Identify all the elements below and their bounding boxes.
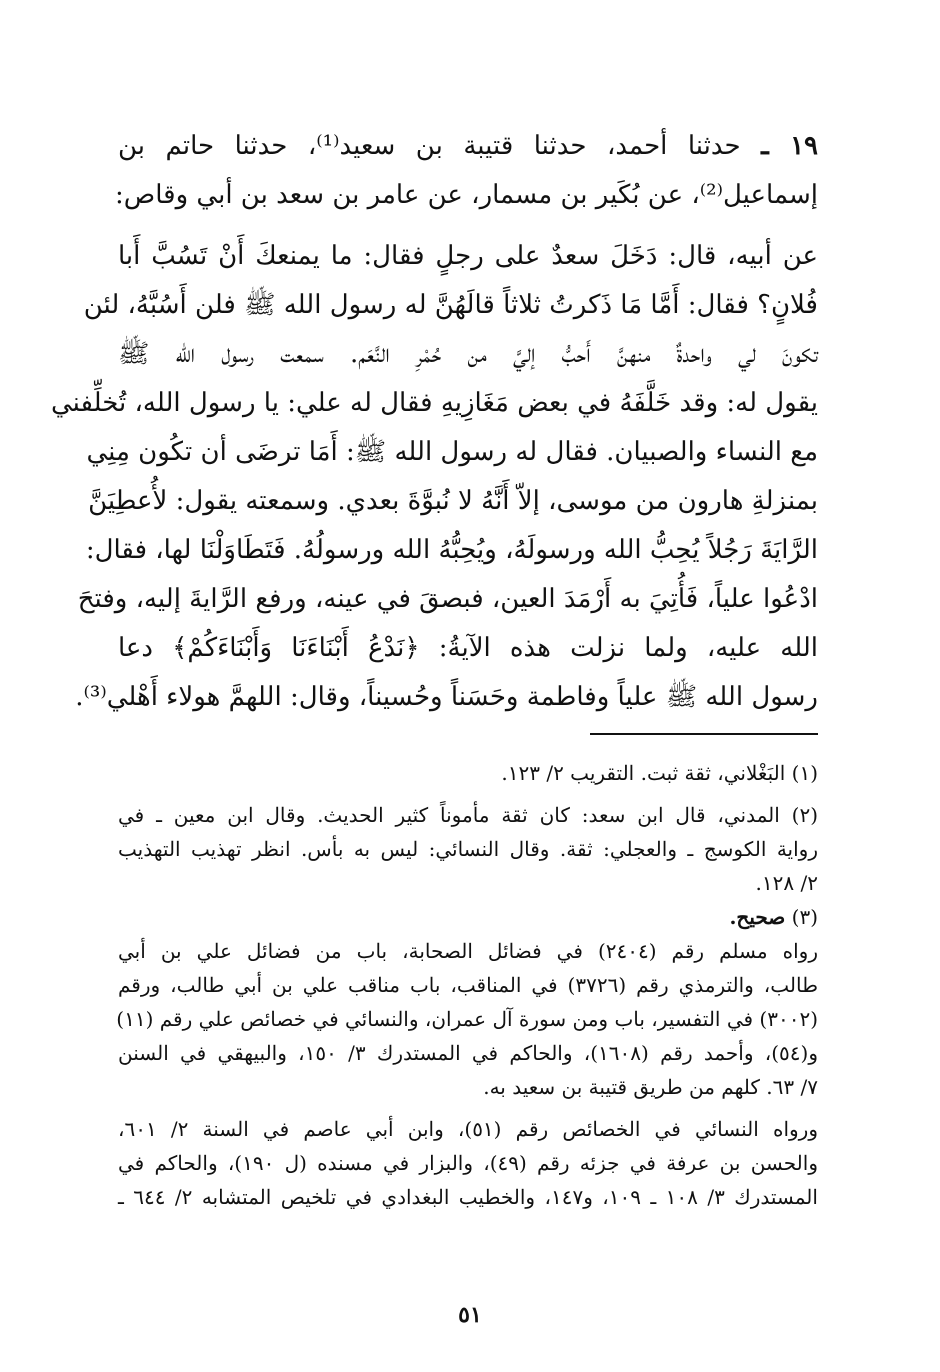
hadith-line: عن أبيه، قال: دَخَلَ سعدٌ على رجلٍ فقال: ما يمنعكَ أَنْ تَسُبَّ أَبا: [118, 241, 818, 271]
footnote-3-line: طالب، والترمذي رقم (٣٧٢٦) في المناقب، باب مناقب علي بن أبي طالب، ورقم: [118, 973, 818, 997]
hadith-line: يقول له: وقد خَلَّفَهُ في بعض مَغَازِيهِ فقال له علي: يا رسول الله، تُخلِّفني: [50, 388, 818, 418]
hadith-line: تكونَ لي واحدةٌ منهنَّ أَحبُّ إليَّ من حُمْرِ النَّعَم. سمعت رسول الله ﷺ: [118, 339, 818, 369]
hadith-line: مع النساء والصبيان. فقال له رسول الله ﷺ: أَمَا ترضَى أن تكُون مِنِي: [86, 437, 818, 467]
footnote-3-line: المستدرك ٣/ ١٠٨ ـ ١٠٩، و١٤٧، والخطيب البغدادي في تلخيص المتشابه ٢/ ٦٤٤ ـ: [118, 1185, 818, 1209]
footnote-3-line: (٣٠٠٢) في التفسير، باب ومن سورة آل عمران، والنسائي في خصائص علي رقم (١١): [116, 1007, 818, 1031]
hadith-text: [50, 122, 819, 722]
hadith-line: ادْعُوا علياً، فَأُتِيَ به أَرْمَدَ العين، فبصقَ في عينه، ورفع الرَّايةَ إليه، وفتحَ: [77, 584, 818, 614]
hadith-line: رسول الله ﷺ علياً وفاطمة وحَسَناً وحُسيناً، وقال: اللهمَّ هولاء أَهْلي⁽³⁾.: [75, 682, 818, 712]
footnote-3-grade: صحيح.: [729, 905, 786, 929]
footnote-3-line: ورواه النسائي في الخصائص رقم (٥١)، وابن أبي عاصم في السنة ٢/ ٦٠١،: [118, 1117, 818, 1141]
hadith-line: ١٩ ـ حدثنا أحمد، حدثنا قتيبة بن سعيد⁽¹⁾، حدثنا حاتم بن: [118, 131, 819, 161]
footnotes: [118, 756, 818, 1214]
footnote-3-line: ٧/ ٦٣. كلهم من طريق قتيبة بن سعيد به.: [483, 1075, 818, 1099]
footnote-3-line: و(٥٤)، وأحمد رقم (١٦٠٨)، والحاكم في المستدرك ٣/ ١٥٠، والبيهقي في السنن: [118, 1041, 818, 1065]
footnote-3-line: رواه مسلم رقم (٢٤٠٤) في فضائل الصحابة، باب من فضائل علي بن أبي: [118, 939, 818, 963]
hadith-number: ١٩ ـ: [761, 131, 819, 161]
footnote-3-heading: [118, 900, 818, 934]
footnote-2-line: ٢/ ١٢٨.: [755, 871, 818, 895]
footnote-3-label: (٣): [791, 905, 818, 929]
page-number: ٥١: [458, 1302, 482, 1328]
footnote-3-line: والحسن بن عرفة في جزئه رقم (٤٩)، والبزار في مسنده (ل ١٩٠)، والحاكم في: [118, 1151, 818, 1175]
hadith-line: فُلانٍ؟ فقال: أَمَّا مَا ذَكرتُ ثلاثاً قالَهُنَّ له رسول الله ﷺ فلن أَسُبَّهُ، لئن: [83, 290, 818, 320]
footnote-divider: [590, 733, 818, 735]
hadith-line: بمنزلةِ هارون من موسى، إلاّ أَنَّهُ لا نُبوَّةَ بعدي. وسمعته يقول: لأُعطِيَنَّ: [88, 486, 818, 516]
footnote-2-line: (٢) المدني، قال ابن سعد: كان ثقة مأموناً كثير الحديث. وقال ابن معين ـ في: [118, 803, 818, 827]
hadith-line: الله عليه، ولما نزلت هذه الآيةُ: ﴿نَدْعُ أَبْنَاءَنَا وَأَبْنَاءَكُمْ﴾ دعا: [118, 633, 818, 663]
hadith-line: الرَّايَةَ رَجُلاً يُحِبُّ الله ورسولَهُ، ويُحِبُّهُ الله ورسولُهُ. فَتَطَاوَلْنَا لها، فقال:: [85, 535, 818, 565]
hadith-line: إسماعيل⁽²⁾، عن بُكَير بن مسمار، عن عامر بن سعد بن أبي وقاص:: [115, 180, 818, 210]
footnote-1: (١) البَغْلاني، ثقة ثبت. التقريب ٢/ ١٢٣.: [501, 761, 818, 785]
footnote-2-line: رواية الكوسج ـ والعجلي: ثقة. وقال النسائي: ليس به بأس. انظر تهذيب التهذيب: [118, 837, 818, 861]
